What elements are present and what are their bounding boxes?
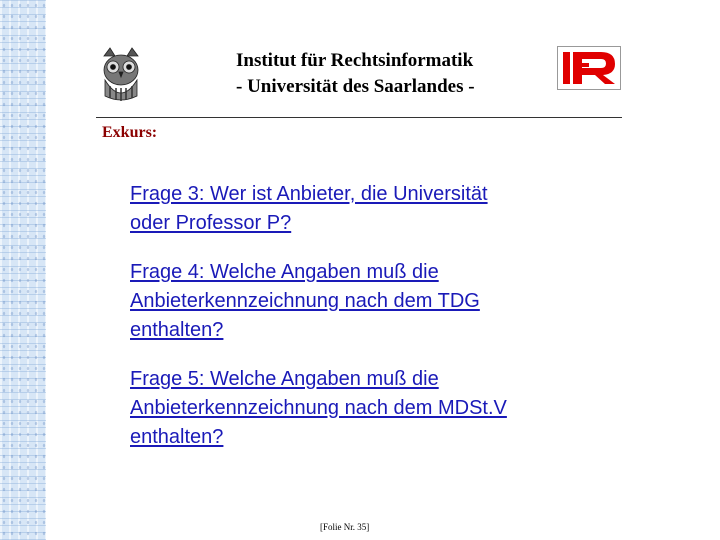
question-3-line-2[interactable]: oder Professor P? — [130, 212, 292, 234]
question-4-line-3[interactable]: enthalten? — [130, 319, 224, 341]
university-name: - Universität des Saarlandes - — [236, 76, 475, 97]
header-divider — [96, 117, 622, 118]
question-3-line-1[interactable]: Frage 3: Wer ist Anbieter, die Universität — [130, 183, 488, 205]
slide-number: [Folie Nr. 35] — [320, 522, 370, 532]
question-4-line-1[interactable]: Frage 4: Welche Angaben muß die — [130, 261, 439, 283]
section-title: Exkurs: — [102, 124, 158, 141]
question-5-line-2[interactable]: Anbieterkennzeichnung nach dem MDSt.V — [130, 397, 507, 419]
institute-name: Institut für Rechtsinformatik — [236, 50, 474, 71]
question-link-3[interactable] — [130, 180, 630, 238]
owl-logo-icon — [96, 46, 146, 102]
ifr-logo — [557, 46, 621, 90]
institute-header — [236, 48, 556, 100]
question-link-4[interactable] — [130, 258, 630, 345]
question-4-line-2[interactable]: Anbieterkennzeichnung nach dem TDG — [130, 290, 480, 312]
question-link-5[interactable] — [130, 365, 630, 452]
question-5-line-3[interactable]: enthalten? — [130, 426, 224, 448]
question-list — [130, 180, 630, 472]
question-5-line-1[interactable]: Frage 5: Welche Angaben muß die — [130, 368, 439, 390]
decorative-side-strip — [0, 0, 46, 540]
